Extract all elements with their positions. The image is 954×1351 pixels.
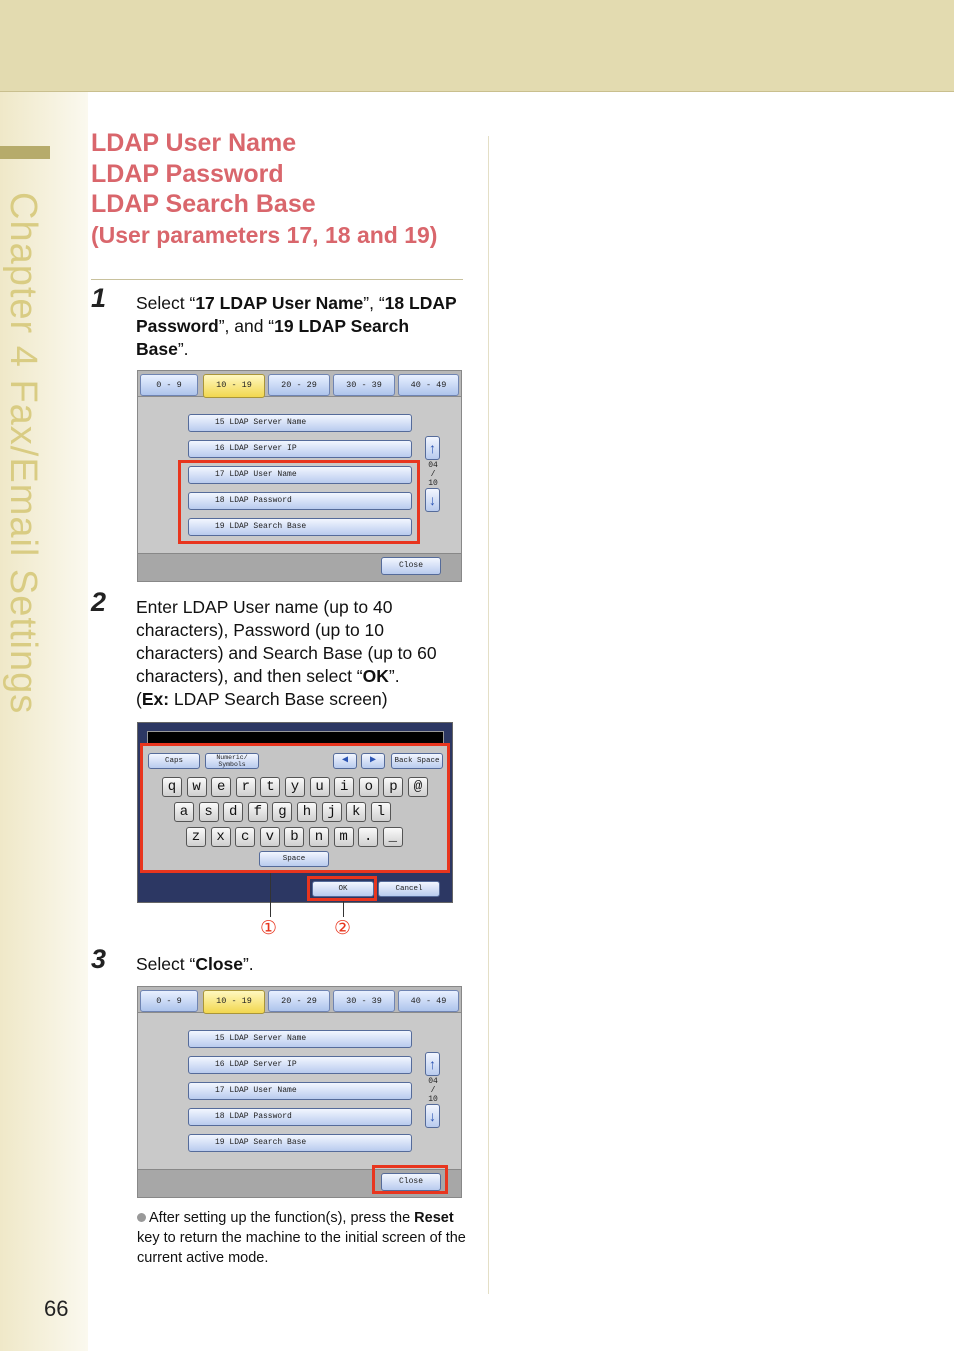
key[interactable]: i — [334, 777, 354, 797]
item-ldap-password[interactable]: 18 LDAP Password — [188, 492, 412, 510]
item-ldap-server-ip[interactable]: 16 LDAP Server IP — [188, 440, 412, 458]
callout-1: ① — [260, 918, 278, 939]
scroll-down-icon[interactable]: ↓ — [425, 488, 440, 512]
item-ldap-password[interactable]: 18 LDAP Password — [188, 1108, 412, 1126]
tab-bar — [138, 371, 461, 397]
heading-line-1: LDAP User Name — [91, 129, 297, 157]
tab-0-9[interactable]: 0 - 9 — [140, 990, 198, 1012]
tab-30-39[interactable]: 30 - 39 — [333, 374, 395, 396]
bullet-icon — [137, 1213, 146, 1222]
tab-0-9[interactable]: 0 - 9 — [140, 374, 198, 396]
item-ldap-search-base[interactable]: 19 LDAP Search Base — [188, 518, 412, 536]
heading-line-3: LDAP Search Base — [91, 190, 316, 218]
key[interactable]: w — [187, 777, 207, 797]
page-indicator: 04 / 10 — [428, 1077, 438, 1104]
close-button[interactable]: Close — [381, 557, 441, 575]
scroll-up-icon[interactable]: ↑ — [425, 1052, 440, 1076]
scroll-down-icon[interactable]: ↓ — [425, 1104, 440, 1128]
page-indicator: 04 / 10 — [428, 461, 438, 488]
key[interactable]: j — [322, 802, 342, 822]
tab-40-49[interactable]: 40 - 49 — [398, 990, 459, 1012]
tab-bar — [138, 987, 461, 1013]
step-text-2: Enter LDAP User name (up to 40 characters), Password (up to 10 characters) and Search Base (up to 60 characters), and then select “OK”. (Ex: LDAP Search Base screen) — [136, 597, 437, 709]
heading-line-2: LDAP Password — [91, 159, 284, 188]
note-text: After setting up the function(s), press the Reset key to return the machine to the initial screen of the current active mode. — [137, 1210, 466, 1266]
key[interactable]: o — [359, 777, 379, 797]
key[interactable]: @ — [408, 777, 428, 797]
key[interactable]: e — [211, 777, 231, 797]
key[interactable]: g — [272, 802, 292, 822]
heading-line-4: (User parameters 17, 18 and 19) — [91, 221, 438, 248]
tab-40-49[interactable]: 40 - 49 — [398, 374, 459, 396]
tab-30-39[interactable]: 30 - 39 — [333, 990, 395, 1012]
key[interactable]: q — [162, 777, 182, 797]
key[interactable]: m — [334, 827, 354, 847]
heading-rule — [91, 279, 463, 280]
cursor-left-icon[interactable]: ◀ — [333, 753, 357, 769]
key[interactable]: h — [297, 802, 317, 822]
cursor-right-icon[interactable]: ▶ — [361, 753, 385, 769]
key[interactable]: u — [310, 777, 330, 797]
step-number-1: 1 — [91, 283, 107, 313]
step-text-1: Select “17 LDAP User Name”, “18 LDAP Password”, and “19 LDAP Search Base”. — [136, 293, 457, 359]
key[interactable]: _ — [383, 827, 403, 847]
close-button[interactable]: Close — [381, 1173, 441, 1191]
item-ldap-user-name[interactable]: 17 LDAP User Name — [188, 466, 412, 484]
key[interactable]: c — [235, 827, 255, 847]
section-heading — [91, 128, 471, 250]
numeric-symbols-button[interactable]: Numeric/ Symbols — [205, 753, 259, 769]
space-button[interactable]: Space — [259, 851, 329, 867]
highlight-keyboard — [140, 743, 450, 873]
page-number: 66 — [44, 1296, 69, 1321]
key[interactable]: z — [186, 827, 206, 847]
key[interactable]: t — [260, 777, 280, 797]
item-ldap-user-name[interactable]: 17 LDAP User Name — [188, 1082, 412, 1100]
column-divider — [488, 136, 489, 1294]
key[interactable]: p — [383, 777, 403, 797]
cancel-button[interactable]: Cancel — [378, 881, 440, 897]
step-number-3: 3 — [91, 944, 107, 974]
key[interactable]: d — [223, 802, 243, 822]
step-number-2: 2 — [91, 587, 107, 617]
tab-10-19[interactable]: 10 - 19 — [203, 990, 265, 1014]
callout-line-1 — [270, 873, 271, 917]
chapter-tab-marker — [0, 146, 50, 159]
key[interactable]: n — [309, 827, 329, 847]
callout-line-2 — [343, 901, 344, 917]
item-ldap-server-ip[interactable]: 16 LDAP Server IP — [188, 1056, 412, 1074]
chapter-label: Chapter 4 Fax/Email Settings — [2, 192, 44, 715]
item-ldap-server-name[interactable]: 15 LDAP Server Name — [188, 1030, 412, 1048]
caps-button[interactable]: Caps — [148, 753, 200, 769]
key[interactable]: f — [248, 802, 268, 822]
highlight-items — [178, 460, 420, 544]
highlight-close — [372, 1165, 448, 1194]
key[interactable]: r — [236, 777, 256, 797]
key[interactable]: a — [174, 802, 194, 822]
callout-2: ② — [334, 918, 352, 939]
key[interactable]: k — [346, 802, 366, 822]
top-band — [0, 0, 954, 92]
item-ldap-server-name[interactable]: 15 LDAP Server Name — [188, 414, 412, 432]
key[interactable]: x — [211, 827, 231, 847]
key[interactable]: b — [284, 827, 304, 847]
item-ldap-search-base[interactable]: 19 LDAP Search Base — [188, 1134, 412, 1152]
key[interactable]: . — [358, 827, 378, 847]
key[interactable]: y — [285, 777, 305, 797]
key[interactable]: s — [199, 802, 219, 822]
tab-10-19[interactable]: 10 - 19 — [203, 374, 265, 398]
highlight-ok — [307, 876, 377, 901]
key[interactable]: v — [260, 827, 280, 847]
ok-button[interactable]: OK — [312, 881, 374, 897]
key[interactable]: l — [371, 802, 391, 822]
tab-20-29[interactable]: 20 - 29 — [268, 374, 330, 396]
tab-20-29[interactable]: 20 - 29 — [268, 990, 330, 1012]
step-text-3: Select “Close”. — [136, 954, 254, 974]
scroll-up-icon[interactable]: ↑ — [425, 436, 440, 460]
backspace-button[interactable]: Back Space — [391, 753, 443, 769]
